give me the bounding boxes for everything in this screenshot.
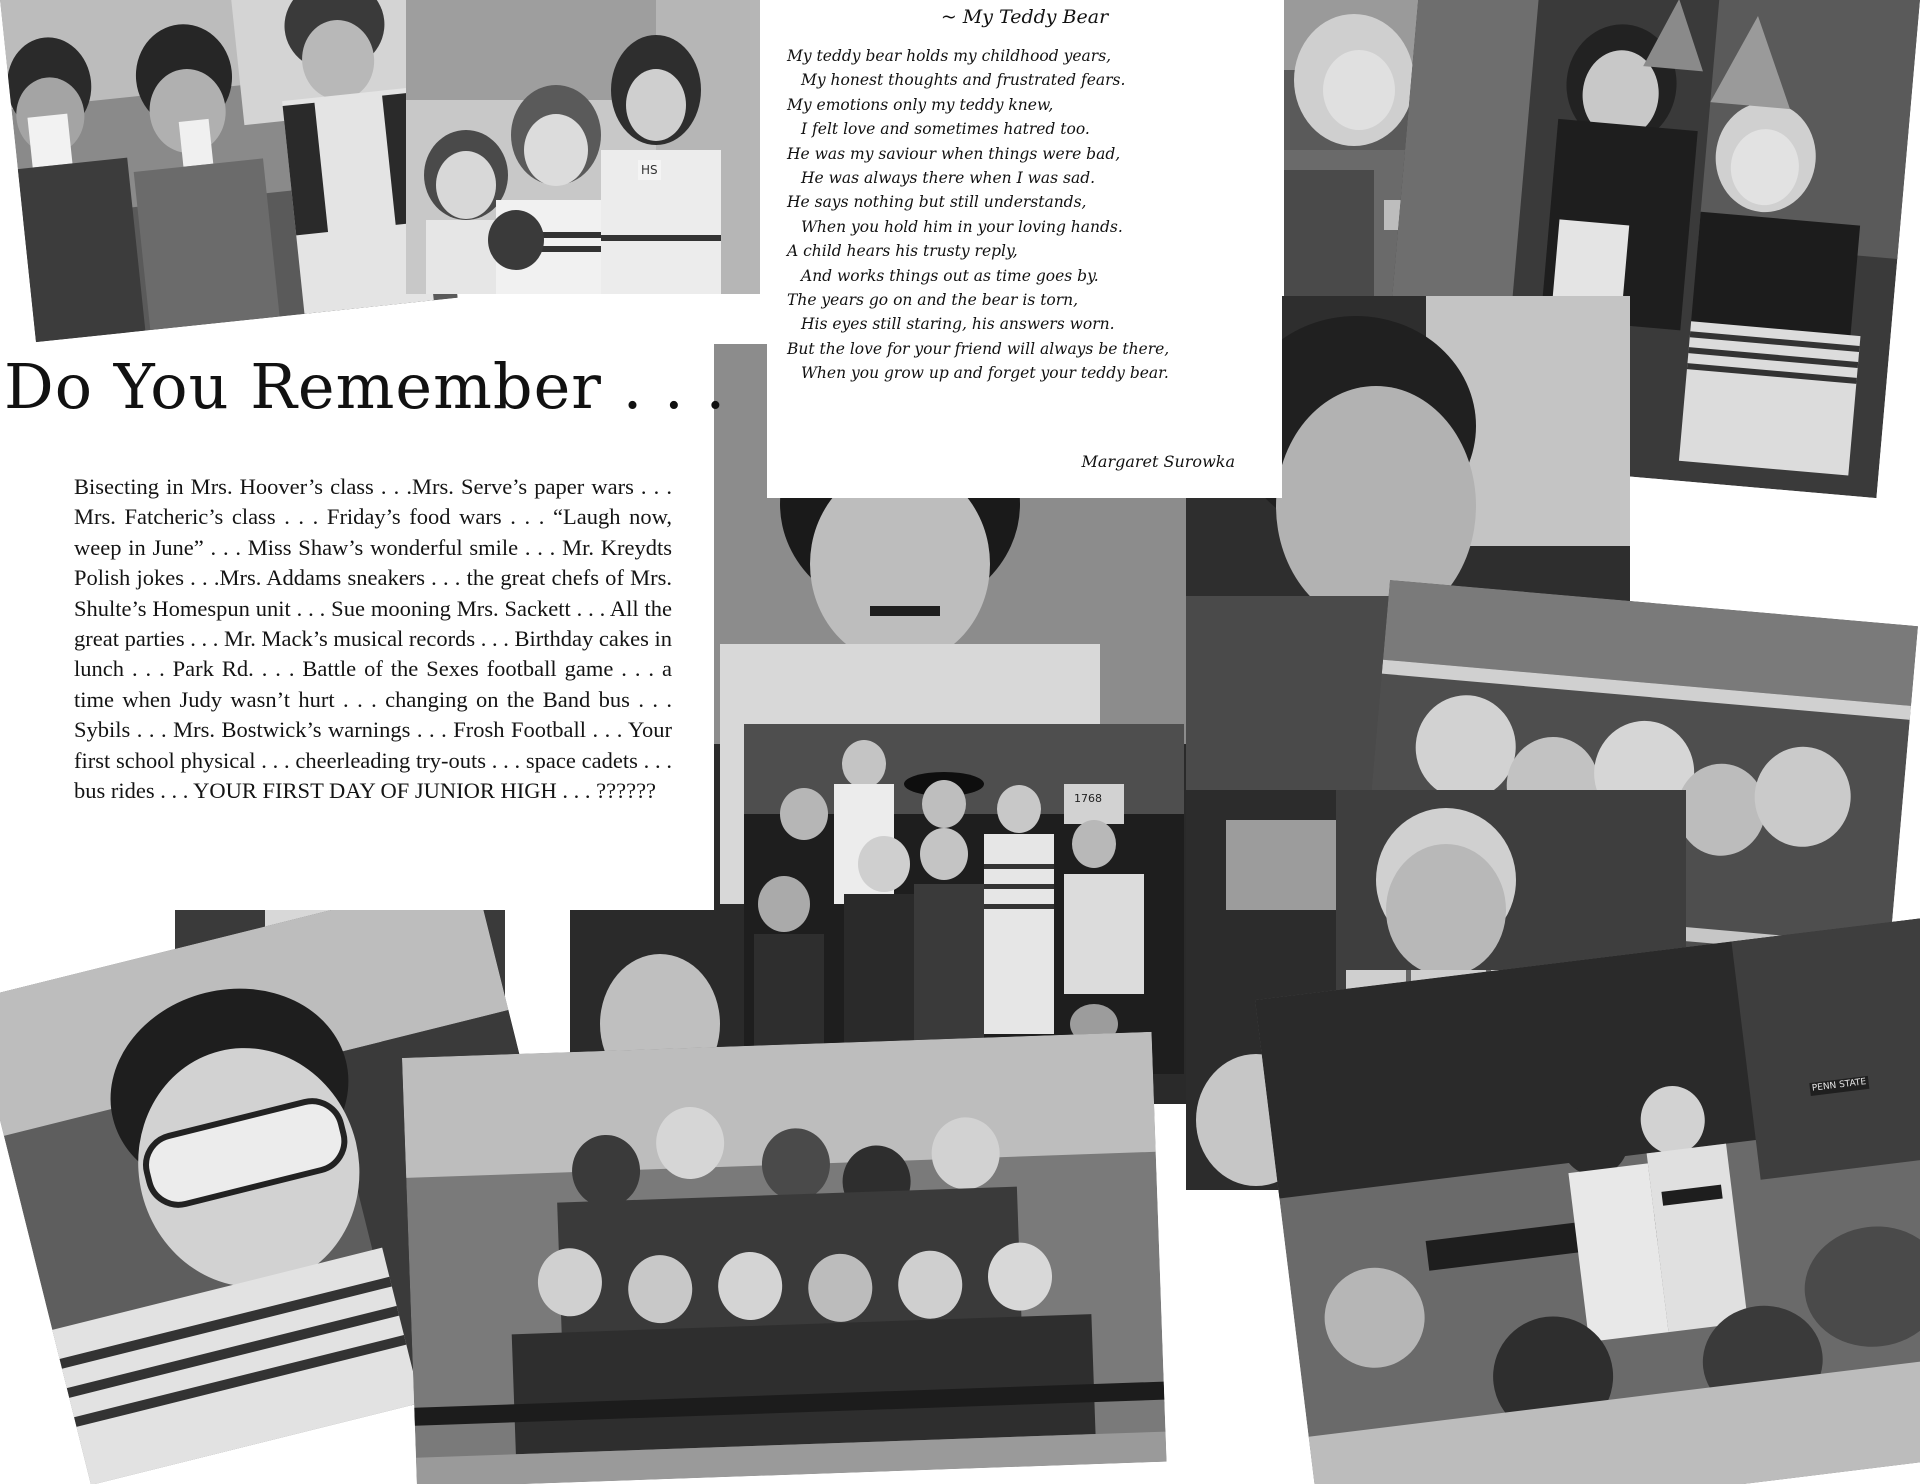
book-spine-label: PENN STATE (1809, 1076, 1869, 1096)
poem-card (767, 0, 1282, 498)
poem-title-text: My Teddy Bear (962, 6, 1109, 28)
photo-costume-group (744, 724, 1184, 1074)
photo-classroom-scene (1255, 916, 1920, 1484)
poem-title-ornament: ~ (940, 6, 963, 28)
photo-boys-tissues (0, 0, 458, 342)
poem-body (787, 44, 1267, 386)
poem-line: He was my saviour when things were bad, (787, 144, 1121, 163)
poem-line: I felt love and sometimes hatred too. (801, 120, 1090, 139)
photo-girls-sweaters (406, 0, 760, 294)
photo-bleacher-group (402, 1032, 1167, 1484)
poem-line: He says nothing but still understands, (787, 193, 1087, 212)
page-title: Do You Remember . . . (4, 350, 727, 423)
poem-title (767, 6, 1282, 28)
poem-line: He was always there when I was sad. (801, 169, 1096, 188)
board-number: 1768 (1074, 792, 1102, 805)
intro-paragraph: Bisecting in Mrs. Hoover’s class . . .Mrs. Serve’s paper wars . . . Mrs. Fatcheric’s class . . . Friday’s food wars . . . “Laugh now, weep in June” . . . Miss Shaw’s wonderful smile . . . Mr. Kreydts Polish jokes . . .Mrs. Addams sneakers . . . the great chefs of Mrs. Shulte’s Homespun unit . . . Sue mooning Mrs. Sackett . . . All the great parties . . . Mr. Mack’s musical records . . . Birthday cakes in lunch . . . Park Rd. . . . Battle of the Sexes football game . . . a time when Judy wasn’t hurt . . . changing on the Band bus . . . Sybils . . . Mrs. Bostwick’s warnings . . . Frosh Football . . . Your first school physical . . . cheerleading try-outs . . . space cadets . . . bus rides . . . YOUR FIRST DAY OF JUNIOR HIGH . . . ?????? (74, 474, 672, 804)
poem-line: And works things out as time goes by. (801, 266, 1099, 285)
sweater-letters: HS (638, 160, 661, 180)
poem-line: When you hold him in your loving hands. (801, 217, 1123, 236)
poem-author: Margaret Surowka (1081, 452, 1235, 471)
poem-line: My teddy bear holds my childhood years, (787, 47, 1112, 65)
poem-line: When you grow up and forget your teddy bear. (801, 364, 1169, 383)
poem-line: The years go on and the bear is torn, (787, 291, 1079, 310)
poem-line: But the love for your friend will always be there, (787, 339, 1170, 358)
poem-line: My emotions only my teddy knew, (787, 95, 1054, 114)
poem-line: His eyes still staring, his answers worn. (801, 315, 1115, 334)
poem-line: A child hears his trusty reply, (787, 242, 1018, 261)
poem-line: My honest thoughts and frustrated fears. (801, 71, 1126, 90)
